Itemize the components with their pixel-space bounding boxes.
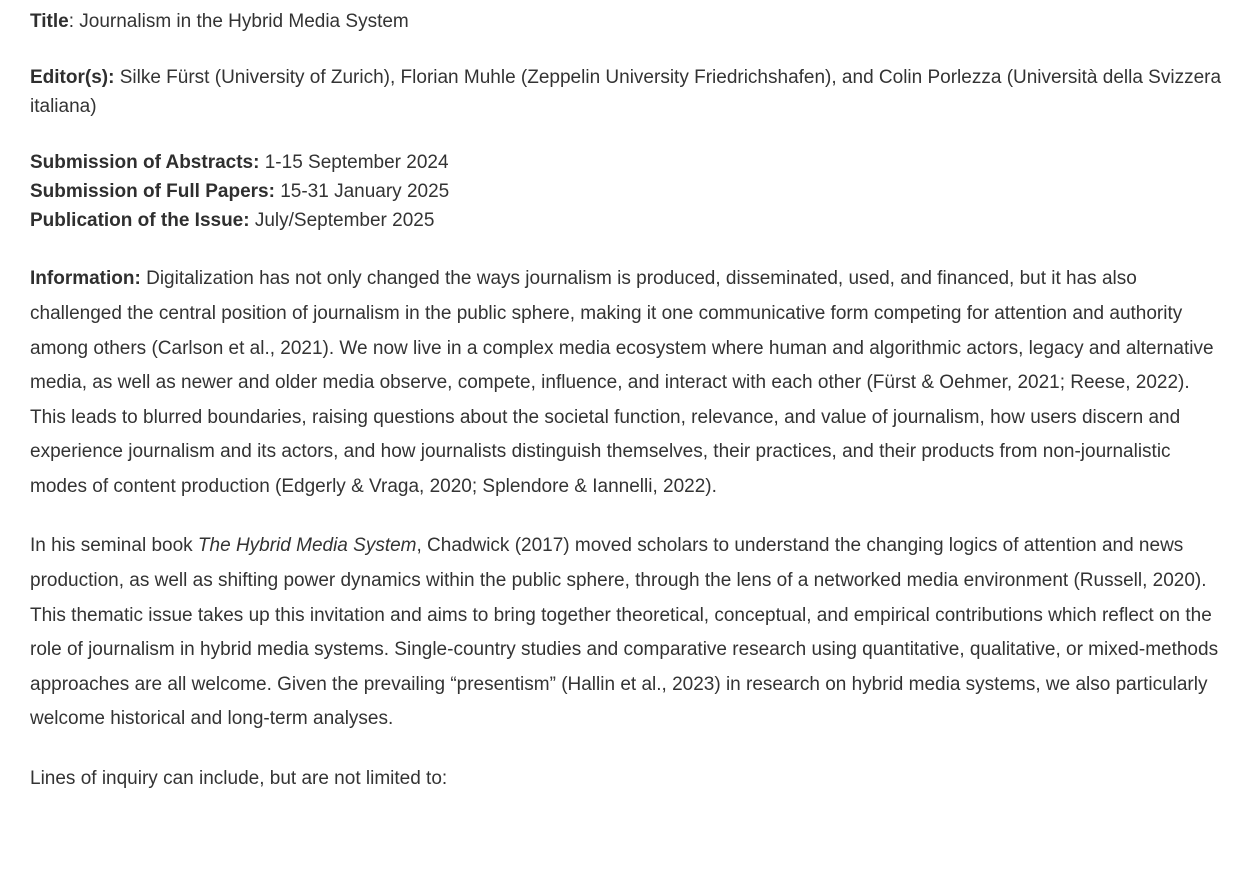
- schedule-block: [30, 148, 1222, 235]
- schedule-line: [30, 152, 449, 173]
- schedule-value-full-papers: 15-31 January 2025: [280, 181, 450, 203]
- document-content: [30, 7, 1222, 796]
- title-label: Title: [30, 11, 69, 32]
- hybrid-media-paragraph: [30, 529, 1222, 736]
- schedule-line: [30, 181, 449, 202]
- title-line: [30, 7, 1222, 36]
- lines-of-inquiry-intro: Lines of inquiry can include, but are not limited to:: [30, 767, 448, 789]
- paragraph-text: , Chadwick (2017) moved scholars to understand the changing logics of attention and news production, as well as shifting power dynamics within the public sphere, through the lens of a networked media environment (Russell, 2020). This thematic issue takes up this invitation and aims to bring together theoretical, conceptual, and empirical contributions which reflect on the role of journalism in hybrid media systems. Single-country studies and comparative research using quantitative, qualitative, or mixed-methods approaches are all welcome. Given the prevailing “presentism” (Hallin et al., 2023) in research on hybrid media systems, we also particularly welcome historical and long-term analyses.: [30, 535, 1219, 730]
- information-label: Information:: [30, 268, 141, 290]
- title-punctuation: :: [68, 11, 74, 32]
- editors-label: Editor(s):: [30, 67, 115, 89]
- title-value: Journalism in the Hybrid Media System: [79, 11, 409, 32]
- paragraph-text: In his seminal book: [30, 535, 198, 557]
- schedule-line: [30, 210, 434, 231]
- editors-value: Silke Fürst (University of Zurich), Florian Muhle (Zeppelin University Friedrichshafen), and Colin Porlezza (Università della Svizzera italiana): [30, 67, 1222, 118]
- schedule-label-abstracts: Submission of Abstracts:: [30, 152, 260, 174]
- schedule-label-full-papers: Submission of Full Papers:: [30, 181, 275, 203]
- schedule-label-publication: Publication of the Issue:: [30, 210, 250, 232]
- information-paragraph: [30, 262, 1222, 504]
- book-title-italic: The Hybrid Media System: [197, 535, 417, 557]
- editors-line: [30, 63, 1222, 121]
- information-text: Digitalization has not only changed the ways journalism is produced, disseminated, used, and financed, but it has also challenged the central position of journalism in the public sphere, making it one communicative form competing for attention and authority among others (Carlson et al., 2021). We now live in a complex media ecosystem where human and algorithmic actors, legacy and alternative media, as well as newer and older media observe, compete, influence, and interact with each other (Fürst & Oehmer, 2021; Reese, 2022). This leads to blurred boundaries, raising questions about the societal function, relevance, and value of journalism, how users discern and experience journalism and its actors, and how journalists distinguish themselves, their practices, and their products from non-journalistic modes of content production (Edgerly & Vraga, 2020; Splendore & Iannelli, 2022).: [30, 268, 1214, 497]
- schedule-value-publication: July/September 2025: [254, 210, 435, 232]
- schedule-value-abstracts: 1-15 September 2024: [264, 152, 449, 174]
